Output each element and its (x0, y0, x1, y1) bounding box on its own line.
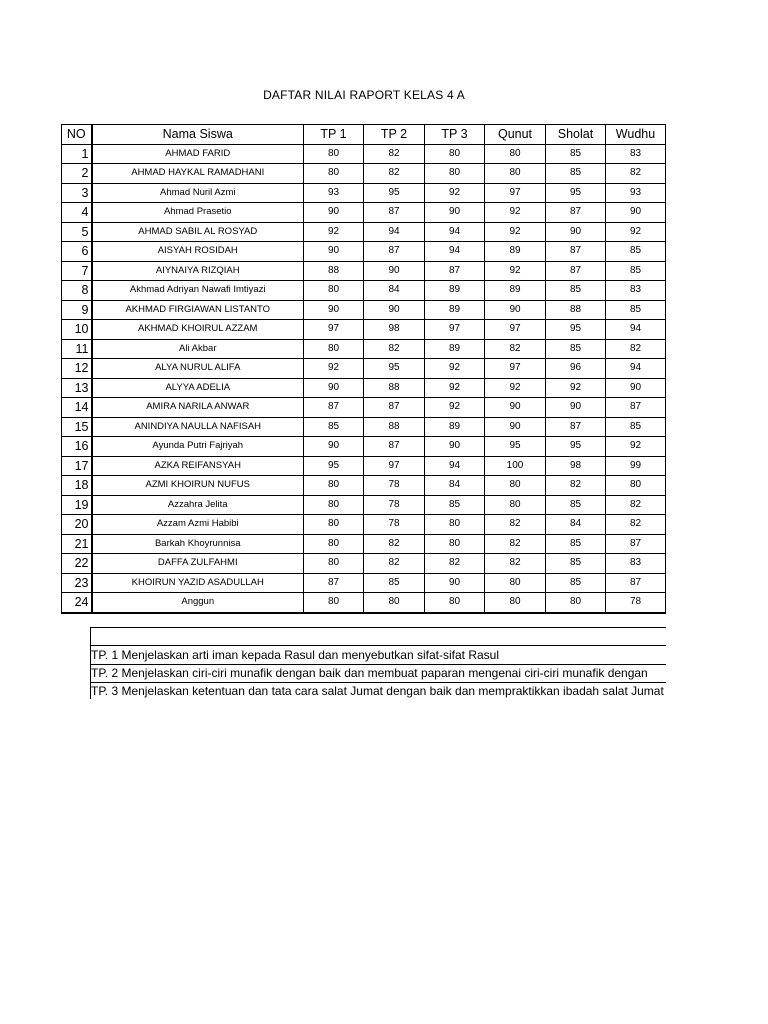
cell-name: AKHMAD FIRGIAWAN LISTANTO (92, 300, 304, 320)
cell-qunut: 80 (485, 164, 546, 184)
cell-no: 20 (62, 515, 92, 535)
cell-tp2: 78 (364, 515, 425, 535)
cell-sholat: 87 (546, 242, 606, 262)
cell-wudhu: 87 (606, 534, 666, 554)
table-row (62, 573, 666, 593)
cell-no: 11 (62, 339, 92, 359)
cell-wudhu: 94 (606, 320, 666, 340)
cell-qunut: 82 (485, 554, 546, 574)
cell-tp2: 82 (364, 554, 425, 574)
cell-tp3: 92 (425, 378, 485, 398)
table-row (62, 456, 666, 476)
header-tp1: TP 1 (304, 125, 364, 145)
cell-tp2: 82 (364, 144, 425, 164)
cell-tp3: 90 (425, 437, 485, 457)
cell-tp1: 90 (304, 378, 364, 398)
cell-name: Azzam Azmi Habibi (92, 515, 304, 535)
cell-tp1: 80 (304, 281, 364, 301)
cell-no: 5 (62, 222, 92, 242)
cell-qunut: 97 (485, 359, 546, 379)
header-qunut: Qunut (485, 125, 546, 145)
cell-tp2: 82 (364, 534, 425, 554)
cell-wudhu: 83 (606, 281, 666, 301)
cell-tp2: 97 (364, 456, 425, 476)
table-row (62, 183, 666, 203)
cell-name: ANINDIYA NAULLA NAFISAH (92, 417, 304, 437)
notes-blank-row (90, 627, 666, 646)
cell-name: AZKA REIFANSYAH (92, 456, 304, 476)
cell-tp3: 80 (425, 593, 485, 613)
cell-qunut: 100 (485, 456, 546, 476)
cell-tp3: 87 (425, 261, 485, 281)
cell-tp2: 95 (364, 359, 425, 379)
cell-no: 18 (62, 476, 92, 496)
cell-tp3: 84 (425, 476, 485, 496)
cell-wudhu: 82 (606, 164, 666, 184)
cell-sholat: 95 (546, 320, 606, 340)
cell-qunut: 92 (485, 222, 546, 242)
cell-tp2: 95 (364, 183, 425, 203)
cell-sholat: 88 (546, 300, 606, 320)
cell-sholat: 87 (546, 203, 606, 223)
notes-box (90, 627, 666, 699)
header-tp3: TP 3 (425, 125, 485, 145)
cell-tp2: 87 (364, 203, 425, 223)
cell-qunut: 82 (485, 534, 546, 554)
cell-qunut: 82 (485, 515, 546, 535)
header-sholat: Sholat (546, 125, 606, 145)
table-row (62, 554, 666, 574)
cell-tp1: 87 (304, 573, 364, 593)
cell-sholat: 85 (546, 573, 606, 593)
cell-sholat: 84 (546, 515, 606, 535)
cell-no: 3 (62, 183, 92, 203)
note-tp3: TP. 3 Menjelaskan ketentuan dan tata cara salat Jumat dengan baik dan mempraktikkan ibadah salat Jumat (91, 684, 664, 698)
cell-no: 7 (62, 261, 92, 281)
cell-no: 15 (62, 417, 92, 437)
cell-no: 14 (62, 398, 92, 418)
cell-tp1: 80 (304, 593, 364, 613)
table-row (62, 495, 666, 515)
cell-tp1: 90 (304, 300, 364, 320)
table-row (62, 437, 666, 457)
cell-tp2: 88 (364, 378, 425, 398)
cell-tp1: 97 (304, 320, 364, 340)
cell-sholat: 95 (546, 437, 606, 457)
cell-no: 19 (62, 495, 92, 515)
cell-sholat: 82 (546, 476, 606, 496)
cell-wudhu: 99 (606, 456, 666, 476)
cell-name: ALYA NURUL ALIFA (92, 359, 304, 379)
cell-wudhu: 83 (606, 554, 666, 574)
cell-tp1: 80 (304, 339, 364, 359)
cell-name: Anggun (92, 593, 304, 613)
cell-wudhu: 92 (606, 222, 666, 242)
cell-sholat: 85 (546, 281, 606, 301)
cell-tp1: 80 (304, 164, 364, 184)
table-row (62, 203, 666, 223)
cell-tp3: 94 (425, 456, 485, 476)
cell-tp2: 98 (364, 320, 425, 340)
cell-no: 16 (62, 437, 92, 457)
cell-tp3: 80 (425, 144, 485, 164)
cell-sholat: 98 (546, 456, 606, 476)
cell-no: 24 (62, 593, 92, 613)
cell-tp3: 92 (425, 398, 485, 418)
cell-tp2: 84 (364, 281, 425, 301)
cell-tp3: 89 (425, 417, 485, 437)
cell-qunut: 80 (485, 593, 546, 613)
cell-wudhu: 87 (606, 398, 666, 418)
cell-sholat: 85 (546, 554, 606, 574)
cell-qunut: 80 (485, 495, 546, 515)
cell-name: Ali Akbar (92, 339, 304, 359)
cell-tp2: 78 (364, 476, 425, 496)
cell-no: 2 (62, 164, 92, 184)
cell-tp3: 90 (425, 573, 485, 593)
table-row (62, 417, 666, 437)
note-tp2: TP. 2 Menjelaskan ciri-ciri munafik dengan baik dan membuat paparan mengenai ciri-ciri munafik dengan (91, 664, 666, 683)
cell-tp1: 80 (304, 476, 364, 496)
cell-tp3: 89 (425, 339, 485, 359)
table-row (62, 398, 666, 418)
cell-tp1: 92 (304, 359, 364, 379)
table-row (62, 378, 666, 398)
cell-sholat: 85 (546, 164, 606, 184)
cell-tp3: 92 (425, 183, 485, 203)
cell-wudhu: 80 (606, 476, 666, 496)
cell-tp3: 92 (425, 359, 485, 379)
table-row (62, 320, 666, 340)
cell-qunut: 89 (485, 281, 546, 301)
cell-qunut: 97 (485, 320, 546, 340)
header-tp2: TP 2 (364, 125, 425, 145)
cell-tp1: 88 (304, 261, 364, 281)
cell-qunut: 95 (485, 437, 546, 457)
cell-tp2: 87 (364, 398, 425, 418)
cell-wudhu: 82 (606, 495, 666, 515)
cell-name: AMIRA NARILA ANWAR (92, 398, 304, 418)
cell-qunut: 80 (485, 476, 546, 496)
cell-qunut: 90 (485, 417, 546, 437)
cell-no: 8 (62, 281, 92, 301)
cell-tp1: 90 (304, 242, 364, 262)
cell-name: Ahmad Prasetio (92, 203, 304, 223)
cell-tp2: 90 (364, 300, 425, 320)
cell-name: AISYAH ROSIDAH (92, 242, 304, 262)
cell-tp3: 80 (425, 534, 485, 554)
cell-name: Azzahra Jelita (92, 495, 304, 515)
cell-wudhu: 93 (606, 183, 666, 203)
header-wudhu: Wudhu (606, 125, 666, 145)
cell-qunut: 80 (485, 144, 546, 164)
cell-sholat: 85 (546, 495, 606, 515)
cell-tp3: 82 (425, 554, 485, 574)
cell-qunut: 92 (485, 261, 546, 281)
cell-no: 23 (62, 573, 92, 593)
cell-name: AHMAD SABIL AL ROSYAD (92, 222, 304, 242)
cell-sholat: 87 (546, 261, 606, 281)
cell-name: DAFFA ZULFAHMI (92, 554, 304, 574)
cell-name: Barkah Khoyrunnisa (92, 534, 304, 554)
table-row (62, 593, 666, 613)
cell-wudhu: 90 (606, 378, 666, 398)
cell-no: 6 (62, 242, 92, 262)
table-row (62, 281, 666, 301)
cell-wudhu: 82 (606, 339, 666, 359)
cell-wudhu: 92 (606, 437, 666, 457)
cell-sholat: 85 (546, 534, 606, 554)
cell-no: 1 (62, 144, 92, 164)
cell-tp1: 80 (304, 554, 364, 574)
cell-sholat: 90 (546, 398, 606, 418)
cell-name: KHOIRUN YAZID ASADULLAH (92, 573, 304, 593)
cell-tp2: 80 (364, 593, 425, 613)
cell-wudhu: 85 (606, 242, 666, 262)
cell-sholat: 90 (546, 222, 606, 242)
cell-name: ALYYA ADELIA (92, 378, 304, 398)
cell-name: Ahmad Nuril Azmi (92, 183, 304, 203)
cell-qunut: 92 (485, 203, 546, 223)
cell-no: 17 (62, 456, 92, 476)
cell-name: AHMAD FARID (92, 144, 304, 164)
cell-tp1: 87 (304, 398, 364, 418)
cell-tp1: 80 (304, 515, 364, 535)
cell-wudhu: 87 (606, 573, 666, 593)
header-row (62, 125, 666, 145)
cell-wudhu: 85 (606, 417, 666, 437)
cell-wudhu: 85 (606, 300, 666, 320)
cell-no: 13 (62, 378, 92, 398)
cell-tp2: 88 (364, 417, 425, 437)
cell-name: AHMAD HAYKAL RAMADHANI (92, 164, 304, 184)
table-row (62, 339, 666, 359)
document-title: DAFTAR NILAI RAPORT KELAS 4 A (263, 88, 465, 102)
header-no: NO (62, 125, 92, 145)
cell-tp3: 97 (425, 320, 485, 340)
cell-name: Ayunda Putri Fajriyah (92, 437, 304, 457)
cell-qunut: 92 (485, 378, 546, 398)
cell-sholat: 95 (546, 183, 606, 203)
cell-wudhu: 82 (606, 515, 666, 535)
table-row (62, 261, 666, 281)
cell-wudhu: 78 (606, 593, 666, 613)
cell-wudhu: 83 (606, 144, 666, 164)
cell-qunut: 82 (485, 339, 546, 359)
cell-tp2: 94 (364, 222, 425, 242)
header-name: Nama Siswa (92, 125, 304, 145)
cell-name: AIYNAIYA RIZQIAH (92, 261, 304, 281)
cell-tp3: 85 (425, 495, 485, 515)
cell-no: 12 (62, 359, 92, 379)
cell-tp3: 90 (425, 203, 485, 223)
cell-tp1: 95 (304, 456, 364, 476)
cell-tp1: 80 (304, 144, 364, 164)
cell-tp3: 80 (425, 164, 485, 184)
cell-qunut: 90 (485, 300, 546, 320)
cell-tp1: 90 (304, 437, 364, 457)
cell-tp2: 85 (364, 573, 425, 593)
table-row (62, 359, 666, 379)
cell-sholat: 92 (546, 378, 606, 398)
cell-qunut: 89 (485, 242, 546, 262)
cell-tp2: 87 (364, 242, 425, 262)
cell-tp1: 90 (304, 203, 364, 223)
cell-no: 9 (62, 300, 92, 320)
cell-tp3: 80 (425, 515, 485, 535)
cell-tp3: 94 (425, 222, 485, 242)
cell-tp1: 85 (304, 417, 364, 437)
cell-qunut: 90 (485, 398, 546, 418)
grades-table (61, 124, 666, 614)
cell-tp2: 82 (364, 164, 425, 184)
table-row (62, 300, 666, 320)
cell-sholat: 96 (546, 359, 606, 379)
cell-name: Akhmad Adriyan Nawafi Imtiyazi (92, 281, 304, 301)
cell-sholat: 85 (546, 339, 606, 359)
cell-tp2: 78 (364, 495, 425, 515)
cell-sholat: 85 (546, 144, 606, 164)
cell-no: 22 (62, 554, 92, 574)
cell-name: AZMI KHOIRUN NUFUS (92, 476, 304, 496)
cell-no: 4 (62, 203, 92, 223)
cell-tp1: 92 (304, 222, 364, 242)
table-row (62, 144, 666, 164)
cell-tp3: 89 (425, 300, 485, 320)
cell-sholat: 87 (546, 417, 606, 437)
note-tp1: TP. 1 Menjelaskan arti iman kepada Rasul dan menyebutkan sifat-sifat Rasul (91, 646, 666, 665)
table-row (62, 242, 666, 262)
table-row (62, 222, 666, 242)
grades-body (62, 144, 666, 613)
table-row (62, 515, 666, 535)
cell-no: 10 (62, 320, 92, 340)
cell-tp3: 94 (425, 242, 485, 262)
cell-qunut: 97 (485, 183, 546, 203)
cell-tp3: 89 (425, 281, 485, 301)
cell-tp2: 87 (364, 437, 425, 457)
cell-tp1: 93 (304, 183, 364, 203)
cell-sholat: 80 (546, 593, 606, 613)
table-row (62, 476, 666, 496)
cell-wudhu: 85 (606, 261, 666, 281)
cell-wudhu: 90 (606, 203, 666, 223)
cell-name: AKHMAD KHOIRUL AZZAM (92, 320, 304, 340)
table-row (62, 164, 666, 184)
cell-tp2: 90 (364, 261, 425, 281)
cell-tp2: 82 (364, 339, 425, 359)
table-row (62, 534, 666, 554)
cell-wudhu: 94 (606, 359, 666, 379)
cell-tp1: 80 (304, 495, 364, 515)
cell-tp1: 80 (304, 534, 364, 554)
cell-qunut: 80 (485, 573, 546, 593)
cell-no: 21 (62, 534, 92, 554)
